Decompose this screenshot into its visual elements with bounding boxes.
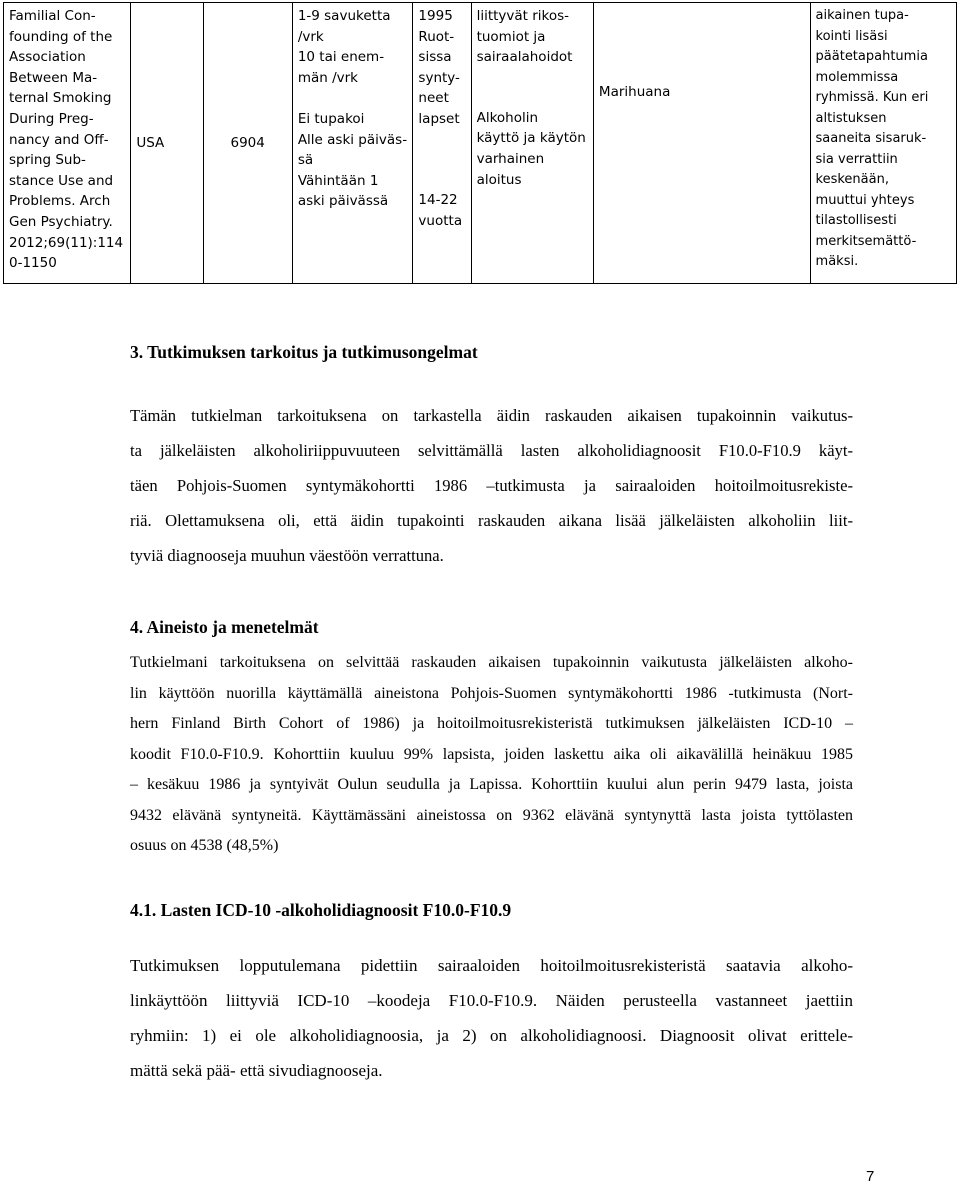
country-cell: USA (131, 3, 203, 284)
exposure-cell: 1-9 savuketta /vrk 10 tai enem- män /vrk Ei tupakoi Alle aski päiväs- sä Vähintään 1 aski päivässä (292, 3, 413, 284)
table-row (4, 3, 957, 284)
substance-cell: Marihuana (593, 3, 810, 284)
section-3-heading: 3. Tutkimuksen tarkoitus ja tutkimusongelmat (130, 342, 478, 362)
outcome-cell: liittyvät rikos- tuomiot ja sairaalahoidot Alkoholin käyttö ja käytön varhainen aloitus (471, 3, 593, 284)
age-range: 14-22 (418, 192, 458, 209)
cohort-cell: 1995 Ruot- sissa synty- neet lapset 14-22 vuotta (413, 3, 471, 284)
result-cell: aikainen tupa- kointi lisäsi päätetapahtumia molemmissa ryhmissä. Kun eri altistuksen saaneita sisaruk- sia verrattiin keskenään, muuttui yhteys tilastollisesti merkitsemättö- mäksi. (810, 3, 956, 284)
page-number: 7 (866, 1168, 875, 1185)
section-4-paragraph: Tutkielmani tarkoituksena on selvittää raskauden aikaisen tupakoinnin vaikutusta jälkeläisten alkoho- lin käyttöön nuorilla käyttämällä aineistona Pohjois-Suomen syntymäkohortti 1986 -tutkimusta (Nort- hern Finland Birth Cohort of 1986) ja hoitoilmoitusrekisteristä tutkimuksen jälkeläisten ICD-10 – koodit F10.0-F10.9. Kohorttiin kuuluu 99% lapsista, joiden laskettu aika oli aikavälillä heinäkuu 1985 – kesäkuu 1986 ja syntyivät Oulun seudulla ja Lapissa. Kohorttiin kuului alun perin 9479 lasta, joista 9432 elävänä syntyneitä. Käyttämässäni aineistossa on 9362 elävänä syntynyttä lasta joista tyttölasten osuus on 4538 (48,5%) (130, 654, 853, 854)
section-4-1-heading: 4.1. Lasten ICD-10 -alkoholidiagnoosit F10.0-F10.9 (130, 900, 512, 920)
section-4-heading: 4. Aineisto ja menetelmät (130, 617, 319, 637)
source-cell: Familial Con- founding of the Association Between Ma- ternal Smoking During Preg- nancy and Off- spring Sub- stance Use and Problems. Arch Gen Psychiatry. 2012;69(11):114 0-1150 (4, 3, 131, 284)
section-4-1-paragraph: Tutkimuksen lopputulemana pidettiin sairaaloiden hoitoilmoitusrekisteristä saatavia alkoho- linkäyttöön liittyviä ICD-10 –koodeja F10.0-F10.9. Näiden perusteella vastanneet jaettiin ryhmiin: 1) ei ole alkoholidiagnoosia, ja 2) on alkoholidiagnoosi. Diagnoosit olivat erittele- mättä sekä pää- että sivudiagnooseja. (130, 956, 853, 1080)
study-summary-table (3, 2, 957, 284)
section-3-paragraph: Tämän tutkielman tarkoituksena on tarkastella äidin raskauden aikaisen tupakoinnin vaikutus- ta jälkeläisten alkoholiriippuvuuteen selvittämällä lasten alkoholidiagnoosit F10.0-F10.9 käyt- täen Pohjois-Suomen syntymäkohortti 1986 –tutkimusta ja sairaaloiden hoitoilmoitusrekiste- riä. Olettamuksena oli, että äidin tupakointi raskauden aikana lisää jälkeläisten alkoholiin liit- tyviä diagnooseja muuhun väestöön verrattuna. (130, 406, 853, 565)
sample-size-cell: 6904 (203, 3, 292, 284)
